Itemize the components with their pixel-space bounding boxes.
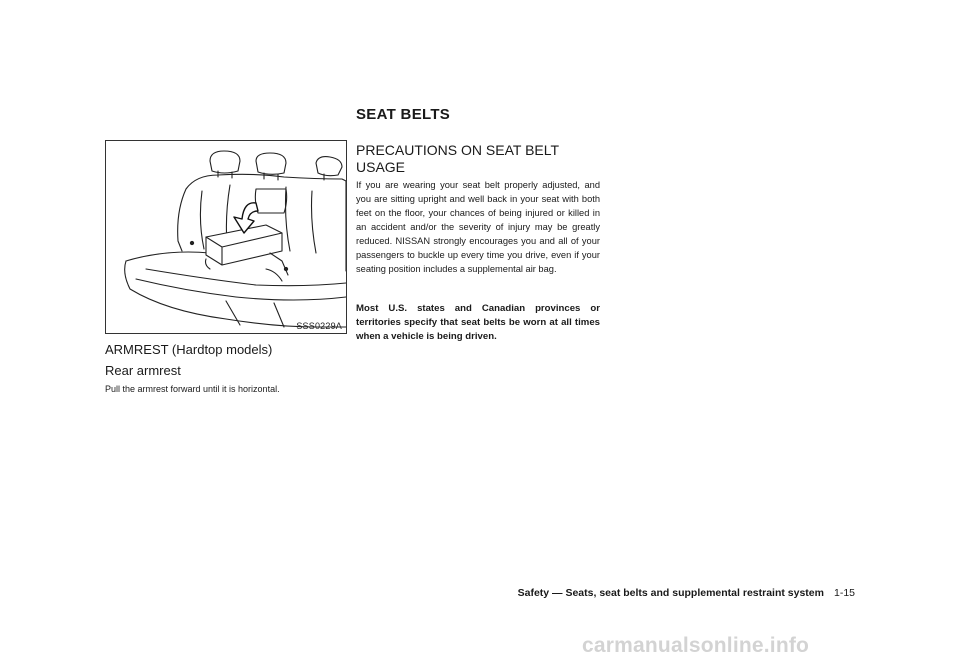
headrest-center xyxy=(256,153,286,174)
armrest-instruction: Pull the armrest forward until it is horizontal. xyxy=(105,384,280,394)
precautions-bold-paragraph: Most U.S. states and Canadian provinces or territories specify that seat belts be worn at all times when a vehicle is being driven. xyxy=(356,303,600,342)
page-footer xyxy=(489,587,855,599)
watermark[interactable]: carmanualsonline.info xyxy=(582,634,810,657)
rear-seat-drawing xyxy=(106,141,346,333)
figure-code: SSS0229A xyxy=(296,321,342,331)
headrest-left xyxy=(210,151,240,173)
rear-armrest-subheading: Rear armrest xyxy=(105,363,181,378)
armrest-illustration xyxy=(105,140,347,334)
page-number: 1-15 xyxy=(833,587,855,599)
footer-section-title: Safety — Seats, seat belts and supplemental restraint system xyxy=(517,587,824,599)
precautions-heading: PRECAUTIONS ON SEAT BELT USAGE xyxy=(356,142,559,175)
headrest-right xyxy=(316,157,342,176)
armrest-heading: ARMREST (Hardtop models) xyxy=(105,342,273,357)
section-title: SEAT BELTS xyxy=(356,106,451,123)
precautions-paragraph: If you are wearing your seat belt properly adjusted, and you are sitting upright and well back in your seat with both feet on the floor, your chances of being injured or killed in an accident and/or the severity of injury may be greatly reduced. NISSAN strongly encourages you and all of your passengers to buckle up every time you drive, even if your seating position includes a supplemental air bag. xyxy=(356,180,600,274)
